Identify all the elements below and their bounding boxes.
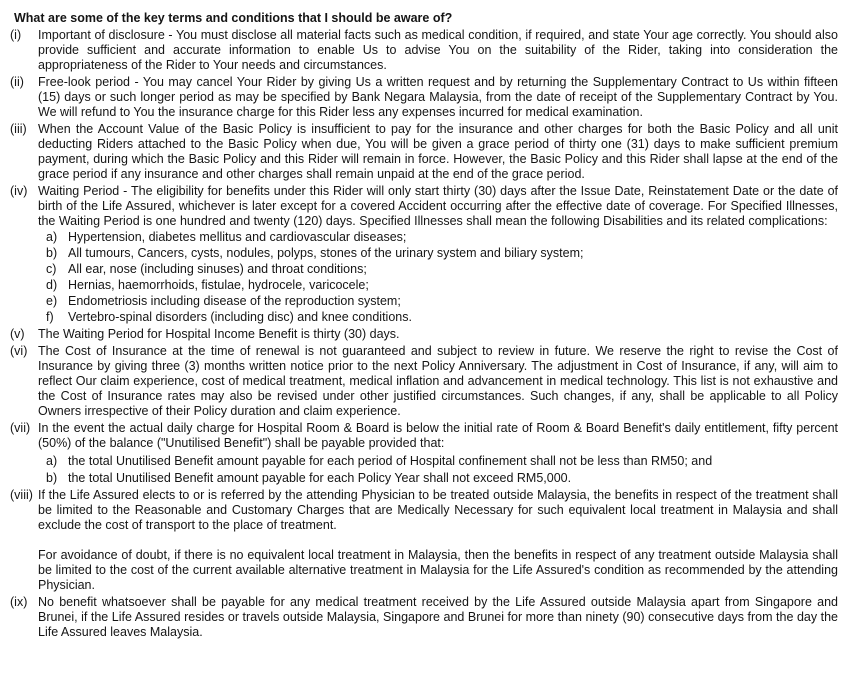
item-text-ii: Free-look period - You may cancel Your Rider by giving Us a written request and by returning the Supplementary Contract to Us within fifteen (15) days or such longer period as may be specified by Bank Negara Malaysia, from the date of receipt of the Supplementary Contract by You. We will refund to You the insurance charge for this Rider less any expenses incurred for medical examination. [38,75,838,119]
term-item-iv [10,184,838,325]
item-text-ix: No benefit whatsoever shall be payable for any medical treatment received by the Life Assured outside Malaysia apart from Singapore and Brunei, if the Life Assured resides or travels outside Malaysia, Singapore and Brunei for more than ninety (90) consecutive days from the day the Life Assured leaves Malaysia. [38,595,838,639]
item-marker-iv: (iv) [10,184,28,198]
item-text-viii: If the Life Assured elects to or is referred by the attending Physician to be treated outside Malaysia, the benefits in respect of the treatment shall be limited to the Reasonable and Customary Charges that are Medically Necessary for such equivalent local treatment in Malaysia and shall exclude the cost of transport to the place of treatment. [38,488,838,532]
sub-item-marker-b: b) [46,246,58,260]
sub-item-marker-a: a) [46,453,58,468]
item-marker-v: (v) [10,327,25,341]
item-text-iii: When the Account Value of the Basic Policy is insufficient to pay for the insurance and other charges for both the Basic Policy and all unit deducting Riders attached to the Basic Policy when due, You will be given a grace period of thirty one (31) days to make sufficient premium payment, during which the Basic Policy and this Rider will remain in force. However, the Basic Policy and this Rider shall lapse at the end of the grace period if any insurance and other charges shall remain unpaid at the end of the grace period. [38,122,838,181]
item-text-i: Important of disclosure - You must disclose all material facts such as medical condition, if required, and state Your age correctly. You should also provide sufficient and accurate information to enable Us to advise You on the suitability of the Rider, taking into consideration the appropriateness of the Rider to Your needs and circumstances. [38,28,838,72]
item-marker-vi: (vi) [10,344,28,358]
sub-item-b [46,246,838,261]
item-text-iv: Waiting Period - The eligibility for benefits under this Rider will only start thirty (30) days after the Issue Date, Reinstatement Date or the date of birth of the Life Assured, whichever is later except for a covered Accident occurring after the effective date of coverage. For Specified Illnesses, the Waiting Period is one hundred and twenty (120) days. Specified Illnesses shall mean the following Disabilities and its related complications: [38,184,838,228]
term-item-iii [10,122,838,182]
sub-item-marker-c: c) [46,262,57,276]
question-heading: What are some of the key terms and conditions that I should be aware of? [14,11,453,25]
sub-item-marker-a: a) [46,230,58,244]
sub-item-f [46,310,838,325]
sub-item-text-c: All ear, nose (including sinuses) and throat conditions; [68,262,367,276]
sub-item-b [46,471,838,486]
item-marker-ii: (ii) [10,75,24,89]
item-text-vii: In the event the actual daily charge for Hospital Room & Board is below the initial rate of Room & Board Benefit's daily entitlement, fifty percent (50%) of the balance ("Unutilised Benefit") shall be payable provided that: [38,421,838,450]
sub-item-d [46,278,838,293]
sub-item-text-f: Vertebro-spinal disorders (including disc) and knee conditions. [68,310,412,324]
item-marker-iii: (iii) [10,122,27,136]
term-item-i [10,28,838,73]
term-item-ii [10,75,838,120]
item-text-viii-continued: For avoidance of doubt, if there is no equivalent local treatment in Malaysia, then the benefits in respect of any treatment outside Malaysia shall be limited to the cost of the current available alternative treatment in Malaysia for the Life Assured's condition as recommended by the attending Physician. [38,548,838,592]
specified-illnesses-list [46,230,838,325]
item-marker-ix: (ix) [10,595,28,609]
term-item-v [10,327,838,342]
sub-item-a [46,230,838,245]
term-item-ix [10,595,838,640]
terms-list [10,28,838,640]
item-marker-i: (i) [10,28,22,42]
term-item-viii [10,488,838,593]
sub-item-text-e: Endometriosis including disease of the reproduction system; [68,294,401,308]
sub-item-text-b: the total Unutilised Benefit amount payable for each Policy Year shall not exceed RM5,000. [68,471,572,485]
sub-item-marker-e: e) [46,294,58,308]
item-marker-viii: (viii) [10,488,33,502]
sub-item-e [46,294,838,309]
sub-item-marker-f: f) [46,310,54,324]
sub-item-text-a: Hypertension, diabetes mellitus and cardiovascular diseases; [68,230,407,244]
term-item-vi [10,344,838,419]
sub-item-a [46,454,838,469]
term-item-vii [10,421,838,486]
unutilised-benefit-conditions-list [46,454,838,487]
sub-item-text-d: Hernias, haemorrhoids, fistulae, hydrocele, varicocele; [68,278,369,292]
item-text-vi: The Cost of Insurance at the time of renewal is not guaranteed and subject to review in future. We reserve the right to revise the Cost of Insurance by giving three (3) months written notice prior to the next Policy Anniversary. The adjustment in Cost of Insurance, if any, will aim to reflect Our claim experience, cost of medical treatment, medical inflation and advancement in medical technology. This list is not exhaustive and the Cost of Insurance rates may also be revised under other justified circumstances. Such changes, if any, shall be applicable to all Policy Owners irrespective of their Policy duration and claim experience. [38,344,838,418]
sub-item-text-a: the total Unutilised Benefit amount payable for each period of Hospital confinement shall not be less than RM50; and [68,453,713,468]
item-text-v: The Waiting Period for Hospital Income Benefit is thirty (30) days. [38,327,400,341]
sub-item-text-b: All tumours, Cancers, cysts, nodules, polyps, stones of the urinary system and biliary system; [68,246,584,260]
sub-item-c [46,262,838,277]
item-marker-vii: (vii) [10,421,31,435]
sub-item-marker-b: b) [46,471,58,485]
sub-item-marker-d: d) [46,278,58,292]
